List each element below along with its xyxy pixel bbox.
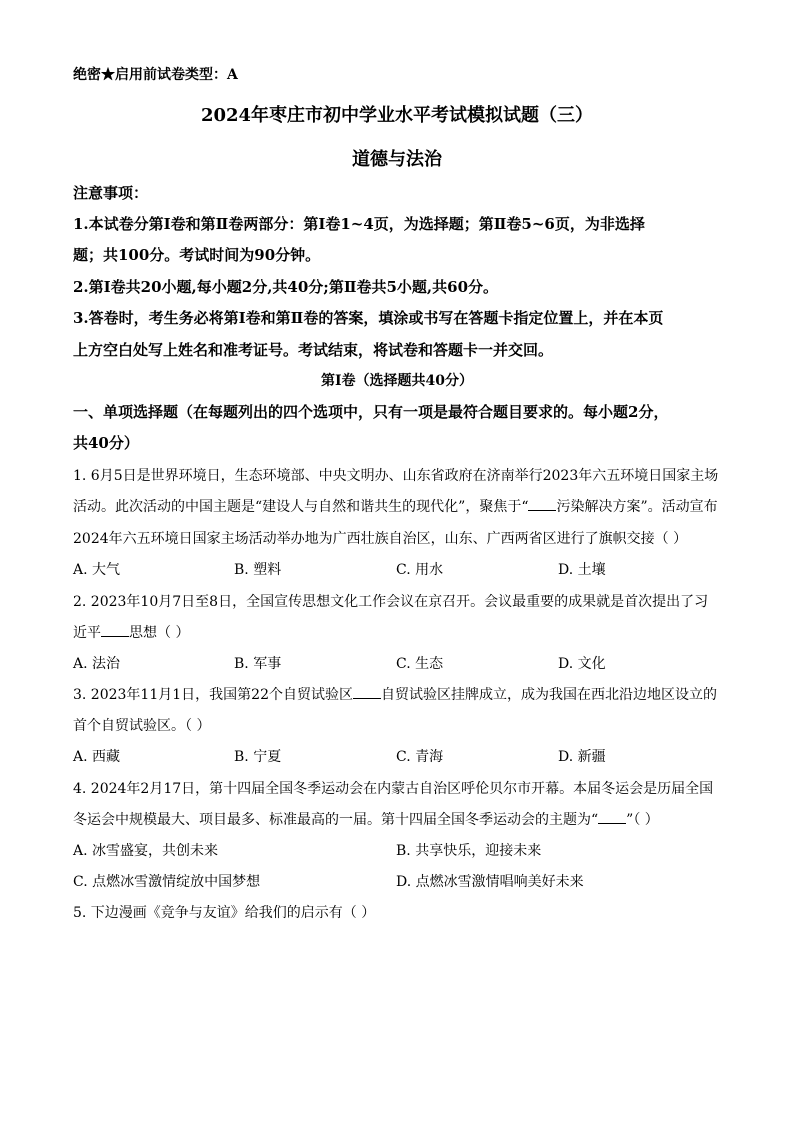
question-1-text-b: 污染解决方案”。活动宣布 [556, 499, 718, 515]
question-2-text-a: 近平 [73, 625, 101, 641]
question-4-text-a: 冬运会中规模最大、项目最多、标准最高的一届。第十四届全国冬季运动会的主题为“ [73, 812, 599, 828]
question-3-text-b: 自贸试验区挂牌成立，成为我国在西北沿边地区设立的 [380, 687, 717, 703]
notice-item-2: 2.第Ⅰ卷共20小题,每小题2分,共40分;第Ⅱ卷共5小题,共60分。 [73, 278, 499, 296]
question-3-option-d: D. 新疆 [558, 749, 606, 765]
question-4-option-b: B. 共享快乐，迎接未来 [396, 843, 542, 859]
answer-blank [101, 624, 129, 637]
secret-mark: 绝密★启用前试卷类型：A [73, 67, 238, 83]
question-2-text-b: 思想（ ） [129, 625, 190, 641]
question-3-line-2: 首个自贸试验区。（ ） [73, 718, 211, 734]
subject-title: 道德与法治 [352, 149, 442, 170]
question-1-option-b: B. 塑料 [234, 562, 282, 578]
question-1-option-d: D. 土壤 [558, 562, 606, 578]
question-1-text-a: 活动。此次活动的中国主题是“建设人与自然和谐共生的现代化”，聚焦于“ [73, 499, 529, 515]
question-2-option-a: A. 法治 [73, 656, 121, 672]
question-4-option-a: A. 冰雪盛宴，共创未来 [73, 843, 219, 859]
question-3-option-c: C. 青海 [396, 749, 444, 765]
question-2-option-b: B. 军事 [234, 656, 282, 672]
question-4-option-c: C. 点燃冰雪激情绽放中国梦想 [73, 874, 261, 890]
question-4-option-d: D. 点燃冰雪激情唱响美好未来 [396, 874, 584, 890]
volume-1-title: 第Ⅰ卷（选择题共40分） [320, 373, 474, 389]
question-4-line-2 [73, 809, 659, 829]
answer-blank [528, 498, 556, 511]
notice-item-1-line-1: 1.本试卷分第Ⅰ卷和第Ⅱ卷两部分：第Ⅰ卷1~4页，为选择题；第Ⅱ卷5~6页，为非选择 [73, 215, 645, 233]
section-heading-line-1: 一、单项选择题（在每题列出的四个选项中，只有一项是最符合题目要求的。每小题2分， [73, 403, 669, 421]
question-3-line-1 [73, 684, 717, 704]
question-2-line-2 [73, 622, 189, 642]
exam-title: 2024年枣庄市初中学业水平考试模拟试题（三） [200, 105, 594, 126]
question-3-option-a: A. 西藏 [73, 749, 121, 765]
question-1-line-2 [73, 496, 718, 516]
section-heading-line-2: 共40分） [73, 434, 139, 452]
notice-item-1-line-2: 题；共100分。考试时间为90分钟。 [73, 246, 321, 264]
question-1-option-a: A. 大气 [73, 562, 121, 578]
notice-item-3-line-1: 3.答卷时，考生务必将第Ⅰ卷和第Ⅱ卷的答案，填涂或书写在答题卡指定位置上，并在本页 [73, 309, 664, 327]
question-1-line-1: 1. 6月5日是世界环境日，生态环境部、中央文明办、山东省政府在济南举行2023年六五环境日国家主场 [73, 468, 719, 484]
question-5-line-1: 5. 下边漫画《竞争与友谊》给我们的启示有（ ） [73, 905, 376, 921]
question-4-text-b: ”（ ） [626, 812, 659, 828]
notice-heading: 注意事项： [73, 184, 149, 202]
question-3-text-a: 3. 2023年11月1日，我国第22个自贸试验区 [73, 687, 353, 703]
question-1-option-c: C. 用水 [396, 562, 444, 578]
question-1-line-3: 2024年六五环境日国家主场活动举办地为广西壮族自治区，山东、广西两省区进行了旗帜交接（ ） [73, 531, 688, 547]
question-3-option-b: B. 宁夏 [234, 749, 282, 765]
answer-blank [353, 686, 381, 699]
notice-item-3-line-2: 上方空白处写上姓名和准考证号。考试结束，将试卷和答题卡一并交回。 [73, 341, 554, 359]
question-4-line-1: 4. 2024年2月17日，第十四届全国冬季运动会在内蒙古自治区呼伦贝尔市开幕。本届冬运会是历届全国 [73, 781, 714, 797]
question-2-line-1: 2. 2023年10月7日至8日，全国宣传思想文化工作会议在京召开。会议最重要的成果就是首次提出了习 [73, 594, 709, 610]
answer-blank [598, 811, 626, 824]
question-2-option-c: C. 生态 [396, 656, 444, 672]
question-2-option-d: D. 文化 [558, 656, 606, 672]
